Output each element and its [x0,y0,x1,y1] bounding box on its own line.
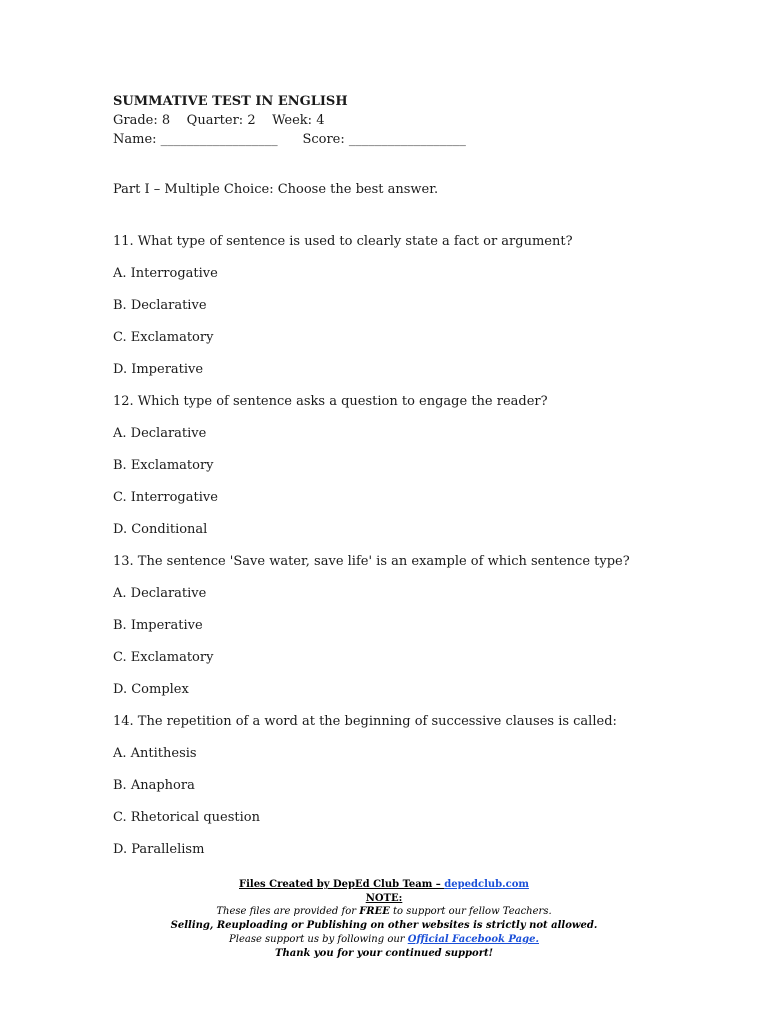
answer-option: C. Exclamatory [113,650,214,665]
free-notice-post: to support our fellow Teachers. [389,906,552,918]
footer-notice [0,878,768,960]
grade-quarter-week: Grade: 8 Quarter: 2 Week: 4 [113,113,325,128]
free-notice-pre: These files are provided for [216,906,360,918]
question-text: 12. Which type of sentence asks a question to engage the reader? [113,394,548,409]
question-text: 13. The sentence 'Save water, save life' is an example of which sentence type? [113,554,630,569]
answer-option: A. Interrogative [113,266,218,281]
facebook-page-link[interactable]: Official Facebook Page. [407,933,539,945]
answer-option: A. Declarative [113,586,207,601]
document-body [113,92,673,859]
answer-option: D. Parallelism [113,842,205,857]
question-text: 14. The repetition of a word at the beginning of successive clauses is called: [113,714,617,729]
answer-option: B. Anaphora [113,778,195,793]
answer-option: D. Complex [113,682,189,697]
note-label: NOTE: [365,892,403,904]
answer-option: B. Declarative [113,298,207,313]
part-instructions: Part I – Multiple Choice: Choose the best answer. [113,182,439,197]
test-title: SUMMATIVE TEST IN ENGLISH [113,94,348,109]
depedclub-link[interactable]: depedclub.com [444,879,529,890]
name-score-line: Name: __________________ Score: __________________ [113,132,466,147]
support-text: Please support us by following our [229,933,408,945]
warning-text: Selling, Reuploading or Publishing on other websites is strictly not allowed. [170,920,598,932]
answer-option: B. Imperative [113,618,203,633]
answer-option: C. Interrogative [113,490,218,505]
answer-option: B. Exclamatory [113,458,214,473]
answer-option: C. Rhetorical question [113,810,260,825]
answer-option: D. Conditional [113,522,208,537]
thanks-text: Thank you for your continued support! [275,947,493,959]
answer-option: C. Exclamatory [113,330,214,345]
answer-option: A. Antithesis [113,746,197,761]
answer-option: A. Declarative [113,426,207,441]
question-text: 11. What type of sentence is used to clearly state a fact or argument? [113,234,573,249]
question-list [113,232,673,859]
credit-text: Files Created by DepEd Club Team – [239,879,445,890]
free-word: FREE [359,906,390,918]
answer-option: D. Imperative [113,362,204,377]
